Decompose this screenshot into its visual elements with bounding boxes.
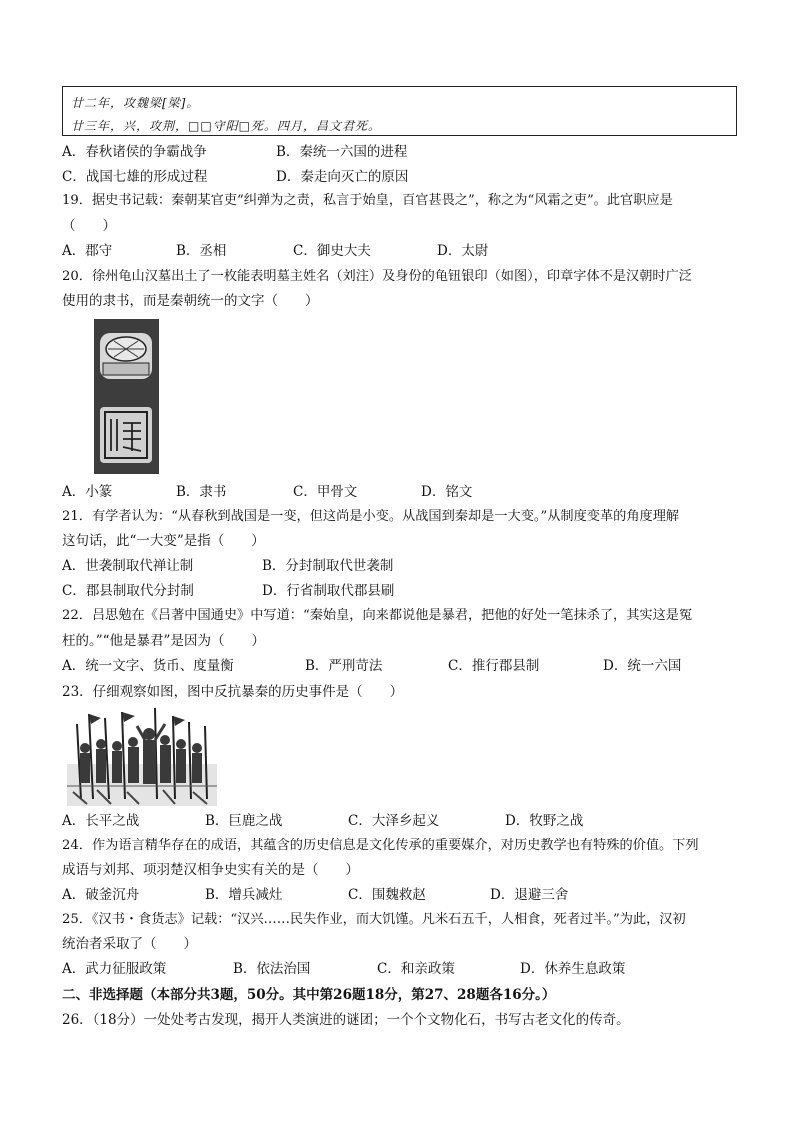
q20-stem-line-2: 使用的隶书，而是秦朝统一的文字（ ）	[62, 293, 319, 309]
q24-option-d: D．退避三舍	[490, 887, 569, 903]
q18-option-d: D．秦走向灭亡的原因	[276, 169, 409, 185]
q23-option-c: C．大泽乡起义	[348, 813, 440, 829]
q18-option-a: A．春秋诸侯的争霸战争	[62, 144, 207, 160]
q21-stem-line-1: 21．有学者认为：“从春秋到战国是一变，但这尚是小变。从战国到秦却是一大变。”从制度变革的角度理解	[62, 509, 680, 524]
q23-option-a: A．长平之战	[62, 813, 140, 829]
q25-option-d: D．休养生息政策	[520, 961, 626, 977]
uprising-illustration	[67, 704, 217, 806]
q20-option-b: B．隶书	[176, 484, 227, 500]
q20-option-d: D．铭文	[421, 484, 473, 500]
seal-illustration	[94, 319, 159, 474]
q20-option-c: C．甲骨文	[293, 484, 358, 500]
uprising-drawing	[67, 704, 217, 806]
q19-option-c: C．御史大夫	[293, 243, 371, 259]
q22-option-b: B．严刑苛法	[305, 658, 383, 674]
q21-option-d: D．行省制取代郡县刷	[262, 583, 395, 599]
q20-stem-line-1: 20．徐州龟山汉墓出土了一枚能表明墓主姓名（刘注）及身份的龟钮银印（如图），印章字体不是汉朝时广泛	[62, 269, 692, 284]
q24-stem-line-1: 24．作为语言精华存在的成语，其蕴含的历史信息是文化传承的重要媒介，对历史教学也有特殊的价值。下列	[62, 838, 699, 853]
q25-option-b: B．依法治国	[233, 961, 311, 977]
q23-option-b: B．巨鹿之战	[205, 813, 283, 829]
quote-box	[62, 86, 737, 136]
section-2-heading: 二、非选择题（本部分共3题，50分。其中第26题18分，第27、28题各16分。）	[62, 987, 556, 1003]
q18-option-b: B．秦统一六国的进程	[276, 144, 408, 160]
q18-option-c: C．战国七雄的形成过程	[62, 169, 208, 185]
q24-option-c: C．围魏救赵	[348, 887, 426, 903]
q21-option-c: C．郡县制取代分封制	[62, 583, 194, 599]
q23-option-d: D．牧野之战	[505, 813, 584, 829]
q25-option-a: A．武力征服政策	[62, 961, 167, 977]
q25-stem-line-2: 统治者采取了（ ）	[62, 936, 197, 952]
q23-stem: 23．仔细观察如图，图中反抗暴秦的历史事件是（ ）	[62, 684, 404, 700]
q19-option-a: A．郡守	[62, 243, 113, 259]
q22-option-c: C．推行郡县制	[448, 658, 540, 674]
q21-stem-line-2: 这句话，此“一大变”是指（ ）	[62, 533, 265, 549]
q19-stem-cont: （ ）	[62, 218, 116, 234]
q19-stem: 19．据史书记载：秦朝某官吏“纠弹为之责，私言于始皇，百官甚畏之”，称之为“风霜之吏”。此官职应是	[62, 193, 673, 208]
q25-stem-line-1: 25．《汉书・食货志》记载：“汉兴……民失作业，而大饥馑。凡米石五千，人相食，死者过半。”为此，汉初	[62, 912, 686, 927]
q24-stem-line-2: 成语与刘邦、项羽楚汉相争史实有关的是（ ）	[62, 862, 359, 878]
quote-line-2: 廿三年，兴，攻荆，□□守阳□死。四月，昌文君死。	[71, 119, 382, 133]
q19-option-d: D．太尉	[437, 243, 489, 259]
q22-stem-line-1: 22．吕思勉在《吕著中国通史》中写道：“秦始皇，向来都说他是暴君，把他的好处一笔抹杀了，其实这是冤	[62, 608, 693, 623]
q22-option-a: A．统一文字、货币、度量衡	[62, 658, 234, 674]
q20-option-a: A．小篆	[62, 484, 113, 500]
q21-option-b: B．分封制取代世袭制	[262, 558, 394, 574]
q24-option-a: A．破釜沉舟	[62, 887, 140, 903]
silver-seal-image	[94, 319, 159, 474]
q24-option-b: B．增兵减灶	[205, 887, 283, 903]
q22-option-d: D．统一六国	[603, 658, 682, 674]
q21-option-a: A．世袭制取代禅让制	[62, 558, 194, 574]
q26-stem: 26．（18分）一处处考古发现，揭开人类演进的谜团；一个个文物化石，书写古老文化的传奇。	[62, 1012, 630, 1028]
q19-option-b: B．丞相	[176, 243, 227, 259]
q25-option-c: C．和亲政策	[377, 961, 455, 977]
quote-line-1: 廿二年，攻魏梁[梁]。	[71, 96, 200, 110]
q22-stem-line-2: 枉的。”“他是暴君”是因为（ ）	[62, 633, 265, 649]
